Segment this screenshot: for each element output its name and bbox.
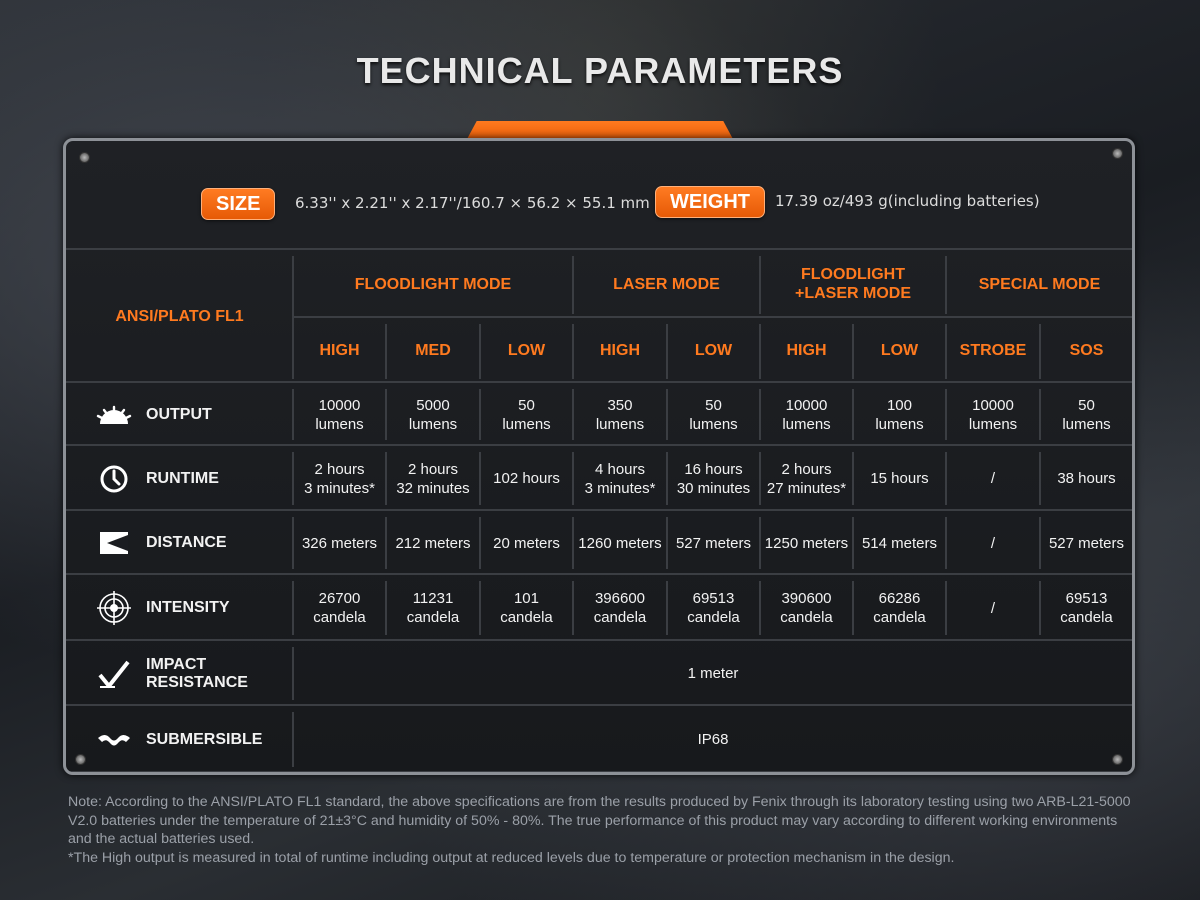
table-cell: / [990,599,996,617]
mode-header: LOW [880,342,919,359]
mode-header: LOW [507,342,546,359]
table-cell: 527 meters [675,534,752,552]
table-cell: 102 hours [493,470,560,487]
row-label: IMPACT RESISTANCE [146,655,248,691]
table-cell: 100 lumens [875,396,924,433]
corner-label: ANSI/PLATO FL1 [115,308,244,325]
table-cell: 2 hours 27 minutes* [766,460,847,497]
row-label: DISTANCE [146,534,227,551]
table-cell: 10000 lumens [968,396,1018,433]
table-cell: 2 hours 3 minutes* [304,460,375,497]
table-cell: 50 lumens [689,396,738,433]
table-cell: 5000 lumens [408,396,458,433]
table-cell: 50 lumens [1062,396,1111,433]
table-cell: 2 hours 32 minutes [396,460,470,497]
mode-header: MED [415,342,451,359]
footnote [68,793,1143,867]
footnote-asterisk: *The High output is measured in total of runtime including output at reduced levels due to temperature or protection mechanism in the design. [68,849,955,866]
mode-header: STROBE [959,342,1027,359]
row-label: OUTPUT [146,405,212,423]
size-value: 6.33'' x 2.21'' x 2.17''/160.7 × 56.2 × 55.1 mm [295,194,650,212]
table-cell: 4 hours 3 minutes* [584,460,656,497]
table-cell: 350 lumens [595,396,645,433]
clock-icon [94,446,134,511]
table-cell: 69513 candela [1060,590,1113,626]
table-cell: 38 hours [1057,470,1116,487]
table-cell: / [990,534,996,552]
mode-header: HIGH [786,342,827,359]
table-cell: 326 meters [301,534,378,552]
table-cell: 26700 candela [313,590,366,626]
table-cell: 15 hours [870,470,929,487]
table-cell: 527 meters [1048,534,1125,552]
page-title: TECHNICAL PARAMETERS [356,50,844,91]
distance-icon [94,511,134,575]
table-cell: 16 hours 30 minutes [676,460,751,497]
output-icon [94,383,134,446]
mode-group-header: FLOODLIGHT +LASER MODE [794,266,911,302]
mode-header: HIGH [600,342,640,359]
table-cell: 396600 candela [593,590,647,626]
note-text: Note: According to the ANSI/PLATO FL1 standard, the above specifications are from the results produced by Fenix through its laboratory testing using two ARB-L21-5000 V2.0 batteries under the temperature of 21±3°C and humidity of 50% - 80%. The true performance of this product may vary according to different working environments and the actual batteries used. [68,794,1131,847]
table-cell: 101 candela [500,590,553,626]
table-cell: 10000 lumens [315,396,364,433]
table-cell: / [990,470,996,487]
mode-header: LOW [694,342,733,359]
target-icon [94,575,134,641]
screw-icon [1112,148,1123,159]
weight-badge: WEIGHT [655,186,765,218]
table-cell: 11231 candela [406,590,460,626]
table-cell: IP68 [697,731,729,748]
mode-header: SOS [1069,342,1104,359]
table-cell: 514 meters [861,534,938,552]
table-cell: 1 meter [687,665,739,682]
screw-icon [75,754,86,765]
table-cell: 10000 lumens [782,396,831,433]
size-badge: SIZE [201,188,275,220]
row-label: RUNTIME [146,469,219,487]
table-cell: 50 lumens [502,396,551,433]
mode-group-header: FLOODLIGHT MODE [354,275,512,293]
table-cell: 20 meters [493,534,560,552]
spec-panel [63,138,1135,775]
mode-group-header: SPECIAL MODE [978,275,1101,293]
table-cell: 69513 candela [687,590,740,626]
table-cell: 1260 meters [578,534,662,552]
impact-icon [94,641,134,706]
table-cell: 66286 candela [873,590,926,626]
table-cell: 212 meters [395,534,471,552]
row-label: INTENSITY [146,599,230,616]
mode-header: HIGH [319,342,360,359]
row-label: SUBMERSIBLE [146,730,263,748]
table-cell: 1250 meters [764,534,849,552]
submersible-icon [94,706,134,773]
table-cell: 390600 candela [780,590,833,626]
weight-value: 17.39 oz/493 g(including batteries) [775,192,1040,210]
mode-group-header: LASER MODE [613,275,720,293]
screw-icon [79,152,90,163]
